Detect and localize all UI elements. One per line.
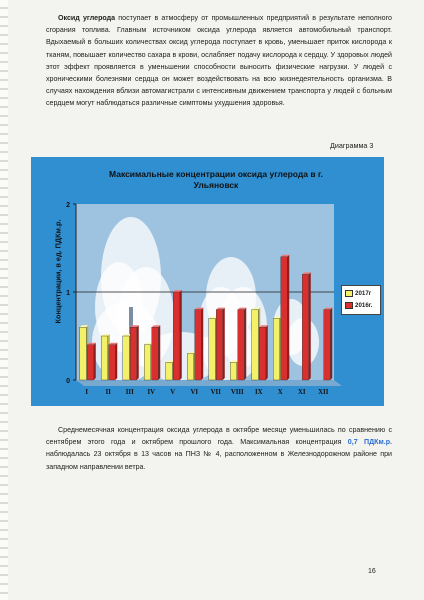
x-tick-label: III [125, 389, 134, 396]
bar-2017г-VIII [230, 362, 237, 380]
paragraph-intro-text: поступает в атмосферу от промышленных предприятий в результате неполного сгорания топлива. Главным источником оксида углерода является автомобильный транспорт. Вдыхаемый в больших количествах оксид углерода поступает в кровь, уменьшает приток кислорода к тканям, повышает количество сахара в крови, ослабляет подачу кислорода к сердцу. У здоровых людей этот эффект проявляется в уменьшении способности выносить физические нагрузки. У людей с хроническими болезнями сердца он может воздействовать на всю жизнедеятельность организма. В случаях нахождения вблизи автомагистрали с интенсивным движением транспорта у людей с больным сердцем могут наблюдаться различные симптомы ухудшения здоровья. [46, 14, 392, 108]
x-tick-label: IX [254, 389, 263, 396]
y-axis-label: Концентрации, в ед. ПДКм.р. [53, 219, 63, 324]
diagram-label: Диаграмма 3 [330, 141, 374, 150]
y-tick-label: 1 [66, 290, 70, 297]
bar-2017г-IX [252, 310, 259, 380]
bar-side [287, 255, 289, 380]
chart-legend [341, 285, 381, 315]
chart-title: Максимальные концентрации оксида углерода в г. Ульяновск [109, 169, 323, 190]
legend-label-2016: 2016г. [355, 302, 373, 309]
term-bold: Оксид углерода [58, 14, 116, 22]
bar-2016г.-VII [216, 310, 223, 380]
bar-side [266, 325, 268, 380]
bar-2017г-X [273, 318, 280, 380]
x-tick-label: XII [318, 389, 329, 396]
x-tick-label: V [170, 389, 176, 396]
bar-2016г.-IX [259, 327, 266, 380]
bar-2016г.-VIII [238, 310, 245, 380]
x-tick-label: VII [210, 389, 221, 396]
chart-svg [31, 157, 384, 406]
summary-text-1: Среднемесячная концентрация оксида углерода в октябре месяце уменьшилась по сравнению с сентябрем этого года и октябрем прошлого года. Максимальная концентрация [46, 426, 392, 447]
bar-2017г-IV [144, 345, 151, 380]
x-tick-label: VI [190, 389, 199, 396]
summary-text-2: наблюдалась 23 октября в 13 часов на ПНЗ № 4, расположенном в Железнодорожном районе при западном направлении ветра. [46, 450, 392, 471]
bar-side [137, 325, 139, 380]
bar-2016г.-II [109, 345, 116, 380]
bar-2016г.-I [87, 345, 94, 380]
legend-swatch-2016 [345, 302, 353, 309]
legend-item-2017 [345, 290, 371, 297]
page-number: 16 [368, 568, 376, 575]
bar-side [158, 325, 160, 380]
bar-side [223, 308, 225, 380]
bar-2017г-III [123, 336, 130, 380]
bar-side [94, 343, 96, 380]
bar-2016г.-VI [195, 310, 202, 380]
bar-side [201, 308, 203, 380]
y-tick-label: 2 [66, 202, 70, 209]
plot-floor [76, 380, 342, 386]
bar-2016г.-V [173, 292, 180, 380]
paragraph-summary [46, 424, 392, 473]
bar-2017г-II [101, 336, 108, 380]
bar-side [115, 343, 117, 380]
bar-2016г.-XI [302, 274, 309, 380]
bar-2017г-V [166, 362, 173, 380]
bar-2017г-VI [187, 354, 194, 380]
legend-swatch-2017 [345, 290, 353, 297]
bar-2017г-VII [209, 318, 216, 380]
bar-2016г.-X [281, 257, 288, 380]
max-concentration-value: 0,7 ПДКм.р. [347, 438, 393, 447]
bar-2016г.-IV [152, 327, 159, 380]
bar-side [330, 308, 332, 380]
x-tick-label: VIII [230, 389, 244, 396]
bar-2017г-I [80, 327, 87, 380]
bar-side [244, 308, 246, 380]
legend-item-2016 [345, 302, 372, 309]
paragraph-intro [46, 12, 392, 110]
x-tick-label: I [85, 389, 89, 396]
chart-container [31, 157, 384, 406]
binding-holes [0, 0, 8, 600]
legend-label-2017: 2017г [355, 290, 372, 297]
x-tick-label: II [105, 389, 111, 396]
bar-2016г.-XII [324, 310, 331, 380]
y-tick-label: 0 [66, 378, 70, 385]
x-tick-label: X [277, 389, 283, 396]
bar-2016г.-III [130, 327, 137, 380]
bar-side [309, 272, 311, 380]
x-tick-label: IV [147, 389, 156, 396]
bar-side [180, 290, 182, 380]
x-tick-label: XI [297, 389, 306, 396]
